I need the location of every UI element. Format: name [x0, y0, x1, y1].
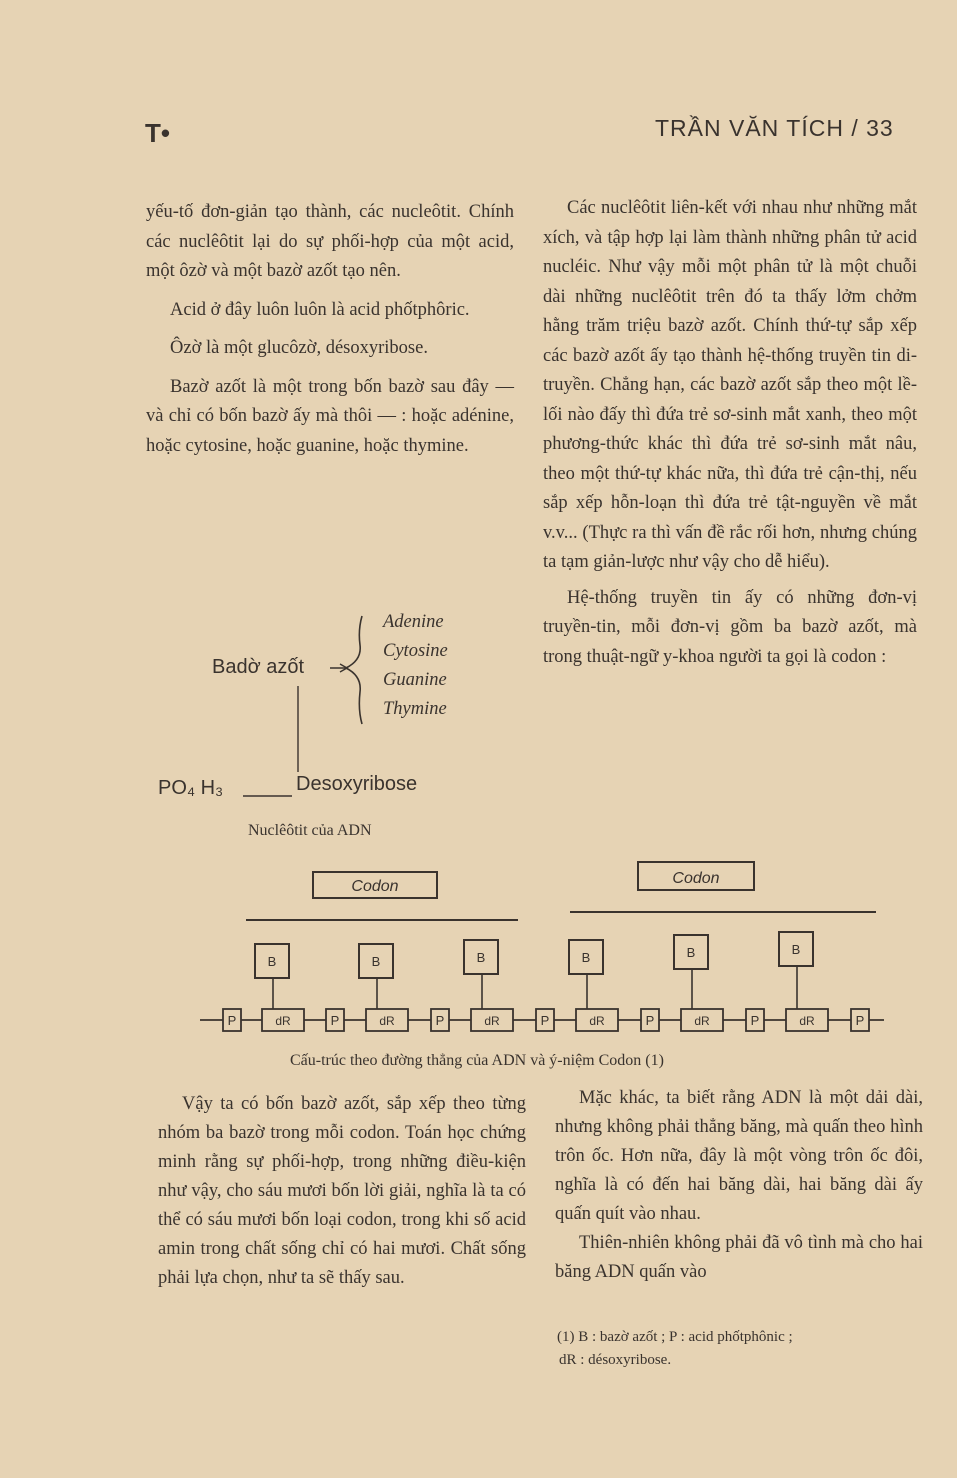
paragraph: Ôzờ là một glucôzờ, désoxyribose. — [170, 338, 428, 358]
phosphate-letter: P — [435, 1013, 445, 1028]
paragraph: Vậy ta có bốn bazờ azốt, sắp xếp theo từng nhóm ba bazờ trong mỗi codon. Toán học chứng minh rằng sự phối-hợp, trong những điều-kiện như vậy, cho sáu mươi bốn lời giải, nghĩa là ta có thể có sáu mươi bốn loại codon, trong khi số acid amin trong chất sống chỉ có hai mươi. Chất sống phải lựa chọn, như ta sẽ thấy sau. — [158, 1094, 526, 1288]
phosphate-letter: P — [540, 1013, 550, 1028]
paragraph: Thiên-nhiên không phải đã vô tình mà cho hai băng ADN quấn vào — [555, 1233, 923, 1282]
phosphate-letter: P — [750, 1013, 760, 1028]
base-letter: B — [371, 954, 381, 969]
phosphate-letter: P — [227, 1013, 237, 1028]
sugar-letter: dR — [694, 1014, 710, 1028]
sugar-letter: dR — [589, 1014, 605, 1028]
running-head: TRẦN VĂN TÍCH / 33 — [655, 115, 894, 141]
nucleotide-caption: Nuclêôtit của ADN — [248, 822, 372, 839]
footnote-line: (1) B : bazờ azốt ; P : acid phốtphônic ; — [557, 1329, 793, 1345]
base-letter: B — [686, 945, 696, 960]
base-adenine: Adenine — [383, 612, 444, 632]
page-mark: T• — [145, 118, 170, 148]
right-column-bottom — [555, 1084, 923, 1287]
base-letter: B — [476, 950, 486, 965]
paragraph: Các nuclêôtit liên-kết với nhau như những mắt xích, và tập hợp lại làm thành những phân tử acid nucléic. Như vậy mỗi một phân tử là một chuỗi dài những nuclêôtit trên đó ta thấy lởm chởm hằng trăm triệu bazờ azốt. Chính thứ-tự sắp xếp các bazờ azốt ấy tạo thành hệ-thống truyền tin di-truyền. Chẳng hạn, các bazờ azốt sắp theo một lề-lối nào đấy thì đứa trẻ sơ-sinh mắt xanh, theo một phương-thức khác thì đứa trẻ sơ-sinh mắt nâu, theo một thứ-tự khác nữa, thì đứa trẻ cận-thị, nếu sắp xếp hỗn-loạn thì đứa trẻ tật-nguyền về mắt v.v... (Thực ra thì vấn đề rắc rối hơn, nhưng chúng ta tạm giản-lược như vậy cho dễ hiểu). — [543, 198, 917, 572]
sugar-letter: dR — [379, 1014, 395, 1028]
paragraph: Acid ở đây luôn luôn là acid phốtphôric. — [170, 299, 470, 320]
codon-label: Codon — [672, 870, 720, 887]
paragraph: Bazờ azốt là một trong bốn bazờ sau đây — và chỉ có bốn bazờ ấy mà thôi — : hoặc adénine, hoặc cytosine, hoặc guanine, hoặc thymine. — [146, 376, 514, 456]
phosphate-letter: P — [855, 1013, 865, 1028]
codon-label: Codon — [351, 878, 399, 895]
base-cytosine: Cytosine — [383, 641, 448, 661]
paragraph: Mặc khác, ta biết rằng ADN là một dải dài, nhưng không phải thẳng băng, mà quấn theo hình trôn ốc. Hơn nữa, đây là một vòng trôn ốc đôi, nghĩa là có đến hai băng dài, hai băng dài ấy quấn quít vào nhau. — [555, 1088, 923, 1224]
sugar-letter: dR — [484, 1014, 500, 1028]
left-column-bottom — [158, 1090, 526, 1293]
footnote — [557, 1326, 917, 1372]
phosphate-label: PO₄ H₃ — [158, 777, 224, 799]
base-thymine: Thymine — [383, 699, 447, 719]
sugar-label: Desoxyribose — [296, 773, 418, 795]
codon-caption: Cấu-trúc theo đường thẳng của ADN và ý-niệm Codon (1) — [290, 1052, 664, 1069]
sugar-letter: dR — [799, 1014, 815, 1028]
base-letter: B — [791, 942, 801, 957]
paragraph: Hệ-thống truyền tin ấy có những đơn-vị truyền-tin, mỗi đơn-vị gồm ba bazờ azốt, mà trong thuật-ngữ y-khoa người ta gọi là codon : — [543, 587, 917, 667]
base-letter: B — [267, 954, 277, 969]
base-guanine: Guanine — [383, 670, 447, 690]
paragraph: yếu-tố đơn-giản tạo thành, các nucleôtit. Chính các nuclêôtit lại do sự phối-hợp của một acid, một ôzờ và một bazờ azốt tạo nên. — [146, 202, 514, 281]
base-letter: B — [581, 950, 591, 965]
phosphate-letter: P — [330, 1013, 340, 1028]
sugar-letter: dR — [275, 1014, 291, 1028]
footnote-line: dR : désoxyribose. — [559, 1352, 672, 1368]
base-label: Badờ azốt — [212, 656, 305, 678]
phosphate-letter: P — [645, 1013, 655, 1028]
